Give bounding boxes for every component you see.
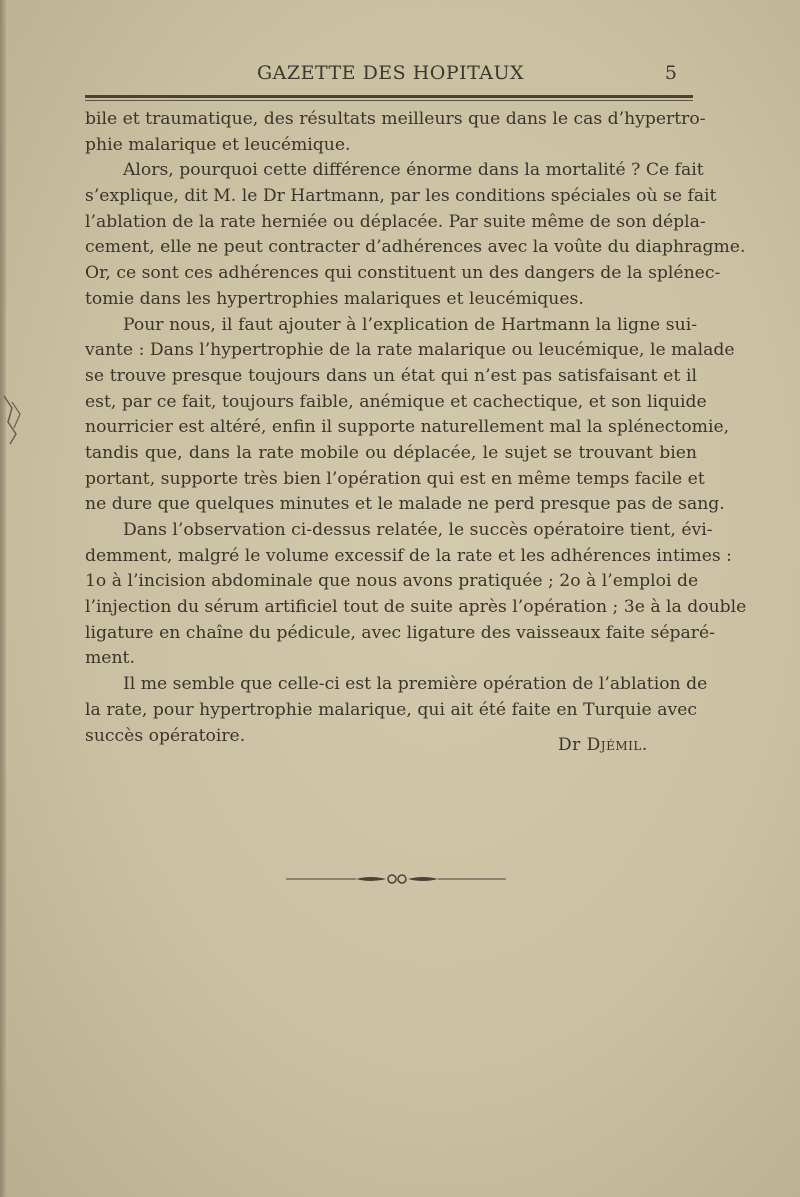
page-edge — [0, 0, 6, 1197]
signature-prefix: Dr — [558, 735, 581, 755]
text-line: l’injection du sérum artificiel tout de suite après l’opération ; 3e à la double — [85, 597, 747, 618]
page-number: 5 — [664, 62, 677, 84]
text-line: demment, malgré le volume excessif de la rate et les adhérences intimes : — [85, 545, 732, 566]
header-rule — [85, 95, 693, 98]
text-line: nourricier est altéré, enfin il supporte naturellement mal la splénectomie, — [85, 417, 730, 438]
running-title: GAZETTE DES HOPITAUX — [257, 62, 525, 84]
article-body — [85, 107, 747, 749]
text-line: est, par ce fait, toujours faible, anémique et cachectique, et son liquide — [85, 391, 707, 412]
signature — [558, 735, 648, 755]
text-line: vante : Dans l’hypertrophie de la rate malarique ou leucémique, le malade — [85, 340, 735, 361]
text-line: la rate, pour hypertrophie malarique, qui ait été faite en Turquie avec — [85, 699, 697, 720]
text-line: phie malarique et leucémique. — [85, 134, 351, 155]
margin-mark — [0, 388, 30, 448]
text-line: cement, elle ne peut contracter d’adhérences avec la voûte du diaphragme. — [85, 237, 746, 258]
text-line: tandis que, dans la rate mobile ou déplacée, le sujet se trouvant bien — [85, 442, 697, 463]
header-rule-thin — [85, 100, 693, 101]
text-line: Or, ce sont ces adhérences qui constituent un des dangers de la splénec- — [85, 263, 721, 284]
text-line: ligature en chaîne du pédicule, avec ligature des vaisseaux faite séparé- — [85, 622, 715, 643]
text-line: s’explique, dit M. le Dr Hartmann, par les conditions spéciales où se fait — [85, 186, 717, 207]
text-line: portant, supporte très bien l’opération qui est en même temps facile et — [85, 468, 705, 489]
text-line: se trouve presque toujours dans un état qui n’est pas satisfaisant et il — [85, 365, 697, 386]
end-ornament — [286, 872, 506, 886]
text-line: bile et traumatique, des résultats meilleurs que dans le cas d’hypertro- — [85, 109, 706, 129]
text-line: ment. — [85, 648, 135, 669]
text-line: tomie dans les hypertrophies malariques et leucémiques. — [85, 288, 584, 309]
text-line: succès opératoire. — [85, 725, 246, 746]
text-line: Il me semble que celle-ci est la première opération de l’ablation de — [123, 674, 708, 695]
page-header — [85, 62, 693, 92]
text-line: ne dure que quelques minutes et le malade ne perd presque pas de sang. — [85, 494, 725, 515]
text-line: l’ablation de la rate herniée ou déplacée. Par suite même de son dépla- — [85, 211, 706, 232]
text-line: 1o à l’incision abdominale que nous avons pratiquée ; 2o à l’emploi de — [85, 571, 699, 592]
text-line: Alors, pourquoi cette différence énorme dans la mortalité ? Ce fait — [123, 160, 704, 181]
signature-name: Djémil. — [586, 735, 648, 755]
text-line: Dans l’observation ci-dessus relatée, le succès opératoire tient, évi- — [123, 520, 713, 540]
text-line: Pour nous, il faut ajouter à l’explication de Hartmann la ligne sui- — [123, 314, 697, 335]
